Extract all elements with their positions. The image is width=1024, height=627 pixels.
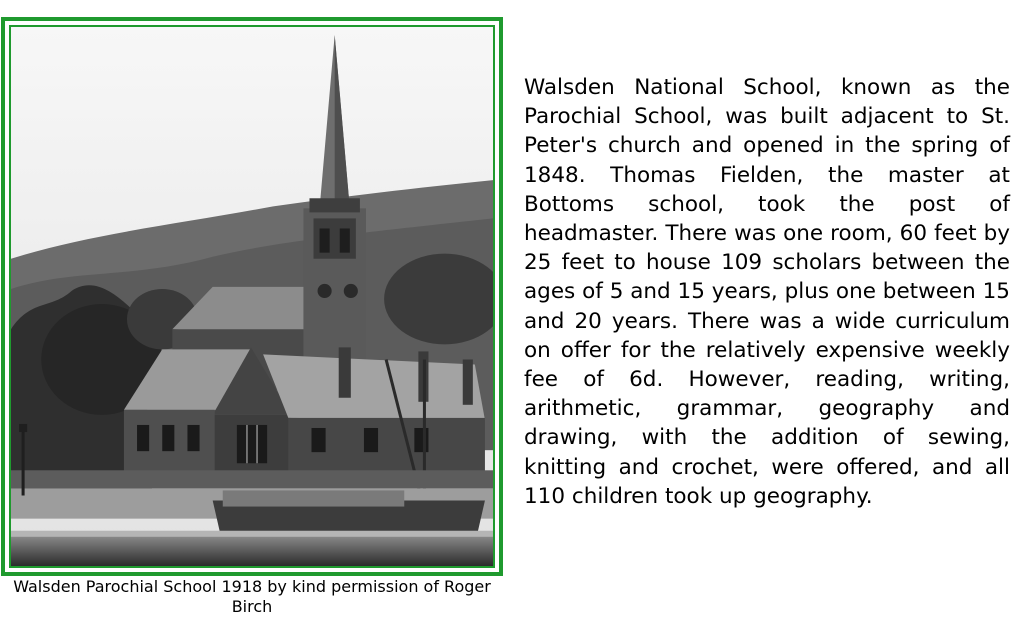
spire-base bbox=[309, 198, 359, 212]
left-window-3 bbox=[187, 425, 199, 451]
canal-wall bbox=[11, 470, 493, 488]
canal-water bbox=[11, 536, 493, 566]
gable-window bbox=[237, 425, 267, 463]
history-paragraph: Walsden National School, known as the Parochial School, was built adjacent to St. Peter's church and opened in the spring of 1848. Thomas Fielden, the master at Bottoms school, took the post of headmaster. There was one room, 60 feet by 25 feet to house 109 scholars between the ages of 5 and 15 years, plus one between 15 and 20 years. There was a wide curriculum on offer for the relatively expensive weekly fee of 6d. However, reading, writing, arithmetic, grammar, geography and drawing, with the addition of sewing, knitting and crochet, were offered, and all 110 children took up geography. bbox=[524, 75, 1010, 509]
chimney bbox=[339, 347, 351, 397]
right-window bbox=[311, 428, 325, 452]
right-window-2 bbox=[364, 428, 378, 452]
left-window-2 bbox=[162, 425, 174, 451]
right-window-3 bbox=[414, 428, 428, 452]
tower-window bbox=[320, 228, 330, 252]
barge-cargo bbox=[223, 490, 405, 506]
tower-window-2 bbox=[340, 228, 350, 252]
photo-caption: Walsden Parochial School 1918 by kind permission of Roger Birch bbox=[13, 577, 491, 616]
photo-frame bbox=[1, 17, 503, 576]
canal-edge bbox=[11, 531, 493, 537]
tower-clock-2 bbox=[344, 284, 358, 298]
school-photograph bbox=[11, 27, 493, 566]
tower-clock bbox=[318, 284, 332, 298]
school-roof-right bbox=[263, 354, 485, 419]
left-window bbox=[137, 425, 149, 451]
lamp-head bbox=[19, 424, 27, 432]
photo-inner-border bbox=[9, 25, 495, 568]
chimney-3 bbox=[463, 359, 473, 404]
